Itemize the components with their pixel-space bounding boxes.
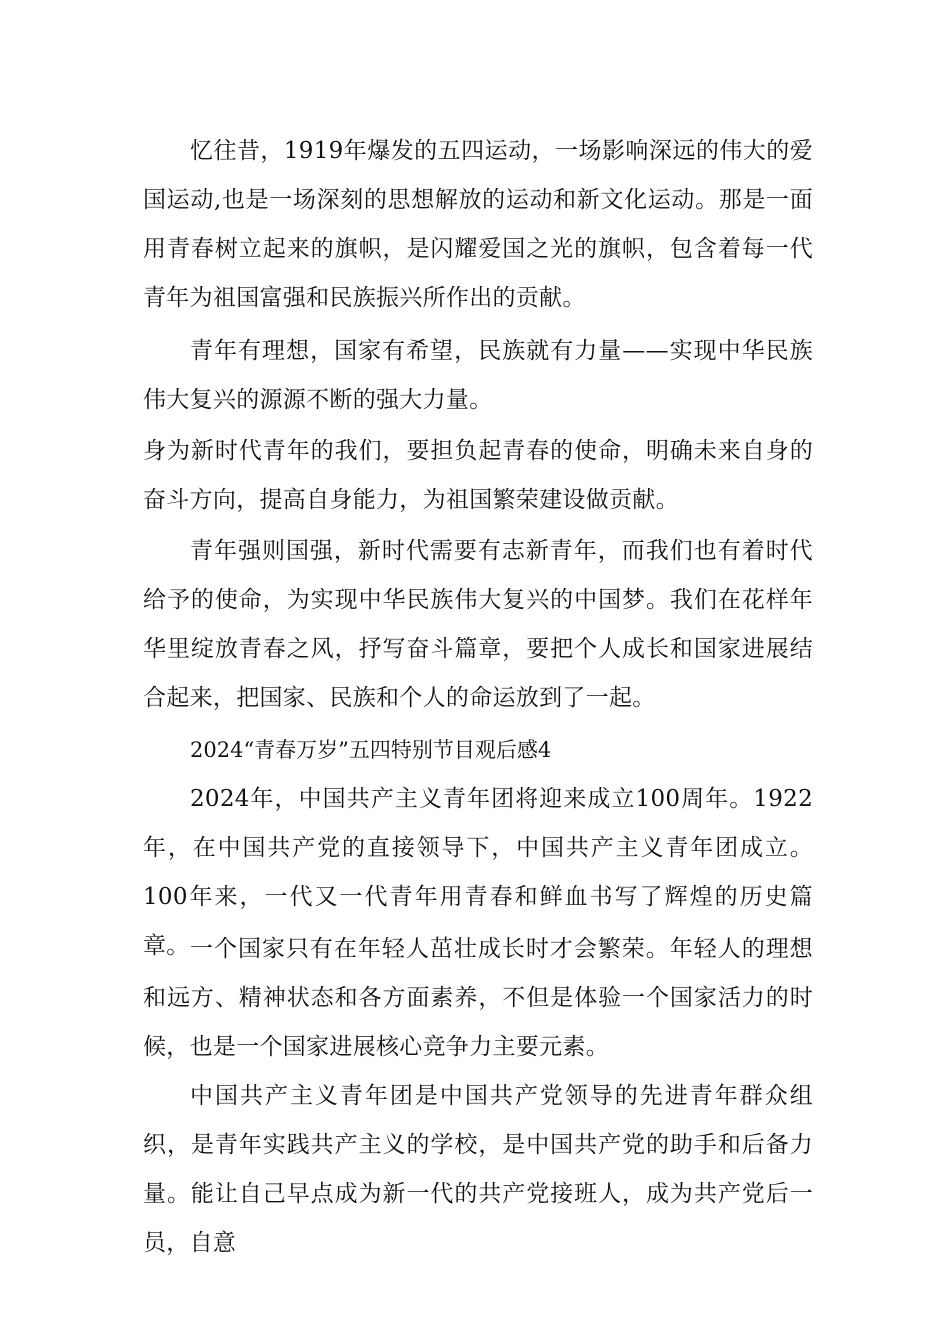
section-heading: 2024“青春万岁”五四特别节目观后感4 <box>190 738 552 762</box>
paragraph-may-fourth-history: 忆往昔，1919年爆发的五四运动，一场影响深远的伟大的爱国运动,也是一场深刻的思想解放的运动和新文化运动。那是一面用青春树立起来的旗帜，是闪耀爱国之光的旗帜，包含着每一代青年为祖国富强和民族振兴所作出的贡献。 <box>143 138 813 311</box>
paragraph-new-era-youth: 身为新时代青年的我们，要担负起青春的使命，明确未来自身的奋斗方向，提高自身能力，为祖国繁荣建设做贡献。 <box>143 438 813 513</box>
paragraph-league-centenary: 2024年，中国共产主义青年团将迎来成立100周年。1922年，在中国共产党的直接领导下，中国共产主义青年团成立。100年来，一代又一代青年用青春和鲜血书写了辉煌的历史篇章。 <box>143 786 813 959</box>
paragraph-nation-prosperity: 一个国家只有在年轻人茁壮成长时才会繁荣。年轻人的理想和远方、精神状态和各方面素养，不但是体验一个国家活力的时候，也是一个国家进展核心竞争力主要元素。 <box>143 936 813 1060</box>
paragraph-youth-ideals: 青年有理想，国家有希望，民族就有力量——实现中华民族伟大复兴的源源不断的强大力量。 <box>143 338 813 413</box>
paragraph-strong-youth: 青年强则国强，新时代需要有志新青年，而我们也有着时代给予的使命，为实现中华民族伟大复兴的中国梦。我们在花样年华里绽放青春之风，抒写奋斗篇章，要把个人成长和国家进展结合起来，把国家、民族和个人的命运放到了一起。 <box>143 538 813 711</box>
paragraph-league-organization: 中国共产主义青年团是中国共产党领导的先进青年群众组织，是青年实践共产主义的学校，是中国共产党的助手和后备力量。能让自己早点成为新一代的共产党接班人，成为共产党后一员，自意 <box>143 1083 813 1256</box>
